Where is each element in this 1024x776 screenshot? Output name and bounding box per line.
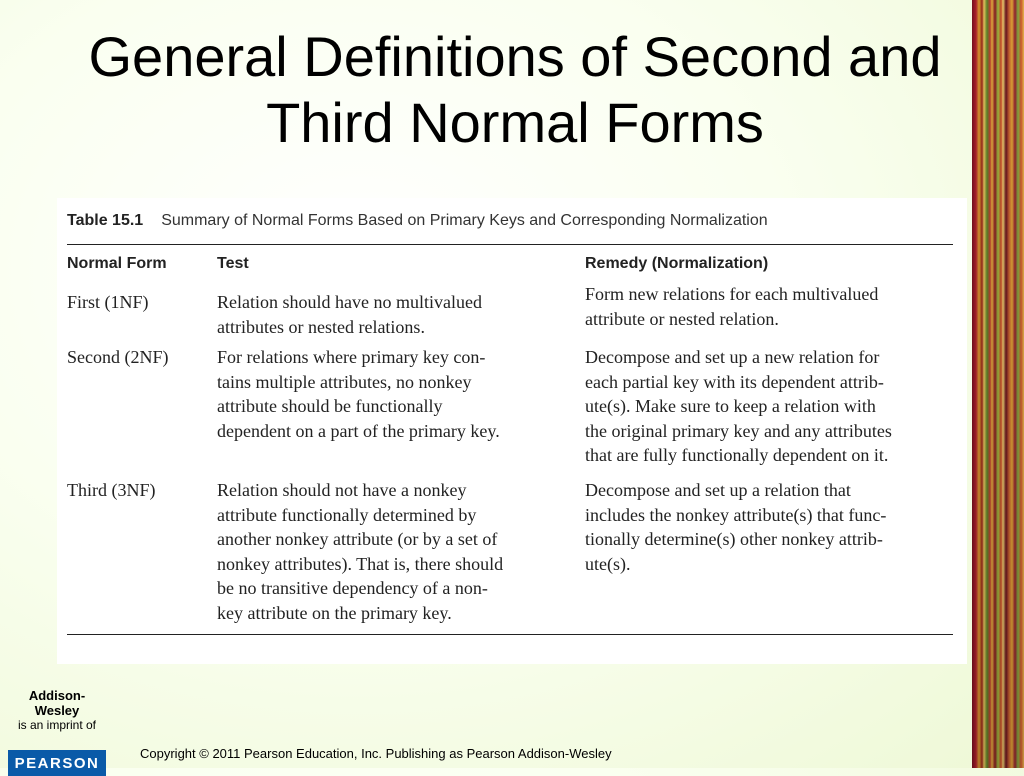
imprint-text: is an imprint of xyxy=(17,718,97,732)
row-1nf-form: First (1NF) xyxy=(67,292,149,312)
brand-name: Addison-Wesley xyxy=(28,688,86,718)
row-2nf-remedy: Decompose and set up a new relation for each partial key with its dependent attrib- ute(s). Make sure to keep a relation with the original primary key and any attributes that are fully functionally dependent on it. xyxy=(585,347,892,465)
row-3nf-form: Third (3NF) xyxy=(67,480,156,500)
copyright-text: Copyright © 2011 Pearson Education, Inc. Publishing as Pearson Addison-Wesley xyxy=(140,746,612,761)
row-1nf-test: Relation should have no multivalued attributes or nested relations. xyxy=(217,292,482,337)
header-normal-form: Normal Form xyxy=(67,255,167,272)
table-panel xyxy=(57,198,967,664)
table-caption xyxy=(67,212,768,230)
table-caption-text: Summary of Normal Forms Based on Primary Keys and Corresponding Normalization xyxy=(161,212,768,229)
header-top-rule xyxy=(67,244,953,245)
table-bottom-rule xyxy=(67,634,953,635)
pearson-logo: PEARSON xyxy=(8,750,106,776)
row-1nf-remedy: Form new relations for each multivalued attribute or nested relation. xyxy=(585,284,879,329)
row-2nf-form: Second (2NF) xyxy=(67,347,169,367)
stripe-shade xyxy=(972,0,1024,768)
table-number: Table 15.1 xyxy=(67,212,144,229)
row-3nf-test: Relation should not have a nonkey attribute functionally determined by another nonkey attribute (or by a set of nonkey attributes). That is, there should be no transitive dependency of a non- key attribute on the primary key. xyxy=(217,480,504,623)
publisher-logo xyxy=(8,688,106,776)
row-2nf-test: For relations where primary key con- tains multiple attributes, no nonkey attribute should be functionally dependent on a part of the primary key. xyxy=(217,347,500,441)
slide-title: General Definitions of Second and Third Normal Forms xyxy=(88,25,942,154)
row-3nf-remedy: Decompose and set up a relation that includes the nonkey attribute(s) that func- tionally determine(s) other nonkey attrib- ute(s). xyxy=(585,480,887,574)
header-remedy: Remedy (Normalization) xyxy=(585,255,769,272)
header-test: Test xyxy=(217,255,249,272)
